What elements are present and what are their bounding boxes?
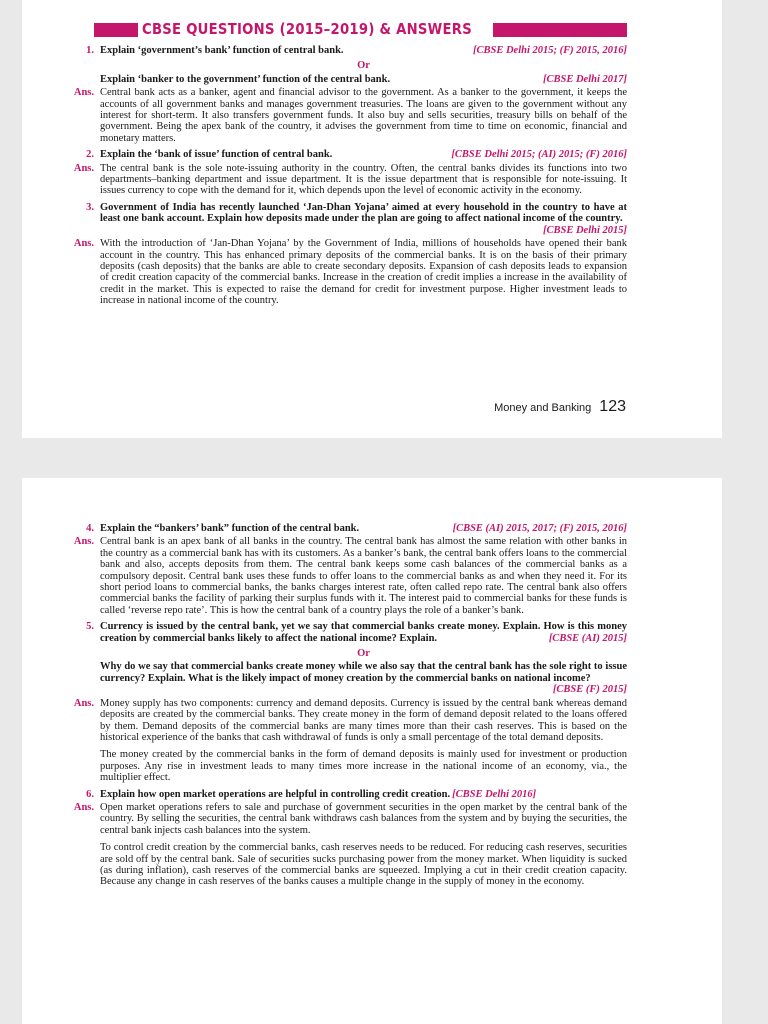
- answer-1: [73, 87, 627, 144]
- answer-text-continued: The money created by the commercial banks in the form of demand deposits is mainly used for investment or production purposes. Any rise in investment leads to many times more increase in the national income of an economy, via., the multiplier effect.: [100, 749, 627, 784]
- page-1-content: [73, 0, 627, 307]
- question-text: Government of India has recently launched ‘Jan-Dhan Yojana’ aimed at every household in the country to have at least one bank account. Explain how deposits made under the plan are going to affect national income of the country.: [100, 201, 627, 225]
- question-text: Explain how open market operations are helpful in controlling credit creation.: [100, 788, 451, 800]
- answer-5: [73, 697, 627, 784]
- question-6: [86, 788, 627, 800]
- section-title: CBSE QUESTIONS (2015–2019) & ANSWERS: [142, 20, 472, 39]
- answer-label: Ans.: [73, 238, 94, 250]
- chapter-name: Money and Banking: [494, 402, 592, 414]
- answer-text: The central bank is the sole note-issuing authority in the country. Often, the central banks divides its functions into two departments–banking department and issue department. It is the issue department that is responsible for note-issuing. It issues currency to cope with the demand for it, which depends upon the level of economic activity in the economy.: [100, 162, 627, 197]
- question-ref: [CBSE Delhi 2017]: [542, 73, 627, 85]
- question-ref: [CBSE Delhi 2015; (F) 2015, 2016]: [472, 45, 627, 56]
- question-number: 4.: [86, 523, 94, 534]
- question-4: [86, 523, 627, 534]
- question-2: [86, 149, 627, 161]
- answer-6: [73, 801, 627, 888]
- question-text: Explain ‘banker to the government’ function of the central bank.: [100, 73, 391, 85]
- question-number: 6.: [86, 788, 94, 800]
- banner-bar-right: [493, 23, 627, 37]
- question-1-alt: [100, 74, 627, 85]
- page-2-content: [73, 518, 627, 888]
- answer-text: With the introduction of ‘Jan-Dhan Yojana’ by the Government of India, millions of households have opened their bank account in the country. This has enhanced primary deposits of the commercial banks. It is on the basis of their primary deposits (cash deposits) that the banks are able to create secondary deposits. Expansion of cash deposits leads to expansion of credit creation capacity of the commercial banks. Increase in the creation of credit implies a increase in the availability of credit in the market. This is expected to raise the demand for credit for investment purpose. Higher investment leads to increase in national income of the country.: [100, 238, 627, 307]
- page-number: 123: [599, 398, 626, 415]
- page-footer: [494, 398, 626, 416]
- answer-label: Ans.: [73, 162, 94, 174]
- answer-label: Ans.: [73, 87, 94, 99]
- question-text: Explain ‘government’s bank’ function of central bank.: [100, 45, 344, 56]
- page-124: [22, 478, 722, 1024]
- question-ref: [CBSE (AI) 2015, 2017; (F) 2015, 2016]: [452, 523, 627, 534]
- answer-text-continued: To control credit creation by the commercial banks, cash reserves needs to be reduced. For reducing cash reserves, securities are sold off by the central bank. Sale of securities sucks purchasing power from the money market. When liquidity is sucked (as during inflation), cash reserves of the commercial banks are squeezed. Implying a cut in their credit creation capacity. Because any change in cash reserves of the banks causes a multiple change in the supply of money in the economy.: [100, 842, 627, 888]
- question-ref: [CBSE Delhi 2016]: [452, 788, 537, 800]
- answer-text: Open market operations refers to sale and purchase of government securities in the open market by the central bank of the country. By selling the securities, the central bank withdraws cash balances from the system and by buying the securities, the central bank injects cash balances into the system.: [100, 801, 627, 836]
- answer-text: Central bank acts as a banker, agent and financial advisor to the government. As a banker to the government, it keeps the accounts of all government banks and manages government treasuries. The loans are given to the government without any interest for short-term. It also transfers government funds. It also buy and sells securities, treasury bills on behalf of the government. Being the apex bank of the country, it advises the government from time to time on economic, financial and monetary matters.: [100, 87, 627, 144]
- question-text: Explain the “bankers’ bank” function of the central bank.: [100, 523, 360, 534]
- question-text: Explain the ‘bank of issue’ function of central bank.: [100, 149, 333, 161]
- question-number: 3.: [86, 201, 94, 213]
- answer-text: Money supply has two components: currency and demand deposits. Currency is issued by the central bank whereas demand deposits are created by the commercial banks. They create money in the form of demand deposit related to the loans offered by them. Demand deposits of the commercial banks are many times more than their cash reserves. This is based on the historical experience of the banks that cash withdrawal of funds is only a small percentage of the total demand deposits.: [100, 697, 627, 743]
- question-5-alt: [100, 661, 627, 695]
- question-ref: [CBSE Delhi 2015]: [542, 224, 627, 236]
- or-divider: Or: [357, 60, 370, 72]
- or-divider: Or: [357, 648, 370, 660]
- question-ref: [CBSE Delhi 2015; (AI) 2015; (F) 2016]: [451, 149, 627, 161]
- question-number: 2.: [86, 149, 94, 161]
- question-text: Currency is issued by the central bank, yet we say that commercial banks create money. Explain. How is this money creation by commercial banks likely to affect the national income? Explain.: [100, 621, 627, 644]
- question-text: Why do we say that commercial banks create money while we also say that the central bank has the sole right to issue currency? Explain. What is the likely impact of money creation by the commercial banks on national income?: [100, 661, 627, 684]
- question-number: 1.: [86, 45, 94, 56]
- question-3: [86, 201, 627, 236]
- question-1: [86, 45, 627, 56]
- answer-3: [73, 238, 627, 307]
- question-ref: [CBSE (F) 2015]: [552, 684, 627, 696]
- answer-label: Ans.: [73, 536, 94, 548]
- answer-label: Ans.: [73, 697, 94, 709]
- answer-4: [73, 536, 627, 616]
- banner-bar-left: [94, 23, 138, 37]
- answer-2: [73, 162, 627, 197]
- question-5: [86, 621, 627, 644]
- section-banner: [94, 20, 627, 40]
- page-123: [22, 0, 722, 438]
- answer-label: Ans.: [73, 801, 94, 813]
- question-ref: [CBSE (AI) 2015]: [548, 632, 627, 644]
- answer-text: Central bank is an apex bank of all banks in the country. The central bank has almost the same relation with other banks in the country as a commercial bank has with its customers. As a banker’s bank, the central bank offers loans to the commercial bank and also, accepts deposits from them. The central bank keeps some cash balances of the commercial banks as a compulsory deposit. Central bank uses these funds to offer loans to the commercial banks as and when they need it. For its short period loans to commercial banks, the banks charges interest rate, often called repo rate. The central bank also offers commercial banks the facility of parking their surplus funds with it. The interest paid to commercial banks for these funds is called ‘reverse repo rate’. This is how the central bank of a country plays the role of a banker’s bank.: [100, 536, 627, 616]
- question-number: 5.: [86, 621, 94, 633]
